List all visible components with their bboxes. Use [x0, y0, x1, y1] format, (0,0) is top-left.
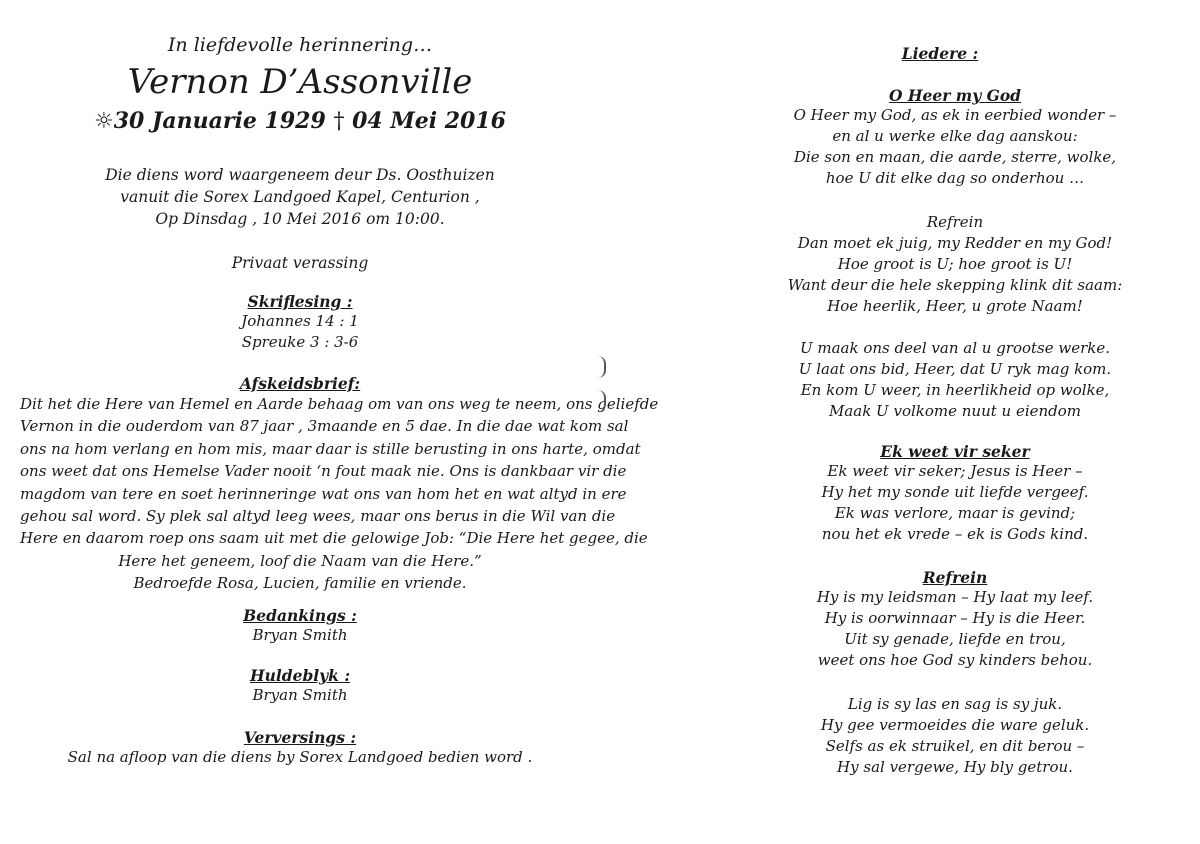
service-line: Op Dinsdag , 10 Mei 2016 om 10:00. [155, 210, 445, 228]
hymns-heading: Liedere : [901, 44, 979, 63]
birth-date: 30 Januarie 1929 [113, 108, 326, 134]
hymn-title: O Heer my God [888, 86, 1022, 105]
hymn-line: Hoe groot is U; hoe groot is U! [837, 255, 1073, 273]
hymn-line: en al u werke elke dag aanskou: [832, 127, 1078, 145]
thanks-section [100, 606, 500, 646]
hymn-refrain [740, 568, 1170, 671]
refreshments-text: Sal na afloop van die diens by Sorex Landgoed bedien word . [67, 748, 533, 766]
hymn-line: En kom U weer, in heerlikheid op wolke, [800, 381, 1110, 399]
hymn-line: Hy het my sonde uit liefde vergeef. [821, 483, 1089, 501]
hymn-line: Hoe heerlik, Heer, u grote Naam! [827, 297, 1083, 315]
life-dates [80, 108, 520, 134]
farewell-signature: Bedroefde Rosa, Lucien, familie en vriende. [133, 574, 467, 593]
refrain-label: Refrein [926, 213, 984, 231]
refreshments-section [40, 728, 560, 768]
hymn-line: Uit sy genade, liefde en trou, [844, 630, 1066, 648]
hymn-line: Hy sal vergewe, Hy bly getrou. [837, 758, 1073, 776]
hymn-line: weet ons hoe God sy kinders behou. [817, 651, 1093, 669]
refreshments-heading: Verversings : [243, 728, 357, 747]
right-page [600, 0, 1200, 844]
tribute-heading: Huldeblyk : [249, 666, 351, 685]
memorial-intro: In liefdevolle herinnering… [167, 34, 433, 56]
deceased-name: Vernon D’Assonville [127, 62, 473, 102]
farewell-line: Here het geneem, loof die Naam van die Here.” [118, 551, 482, 570]
hymn-line: Lig is sy las en sag is sy juk. [847, 695, 1063, 713]
death-date: 04 Mei 2016 [352, 108, 506, 134]
farewell-line: Vernon in die ouderdom van 87 jaar , 3maande en 5 dae. In die dae wat kom sal [20, 417, 629, 436]
hymn-line: Selfs as ek struikel, en dit berou – [825, 737, 1085, 755]
farewell-heading: Afskeidsbrief: [239, 374, 361, 393]
service-line: Die diens word waargeneem deur Ds. Oosthuizen [105, 166, 495, 184]
scripture-heading: Skriflesing : [247, 292, 353, 311]
hymn-line: U laat ons bid, Heer, dat U ryk mag kom. [798, 360, 1112, 378]
hymn-line: Maak U volkome nuut u eiendom [828, 402, 1082, 420]
birth-sun-icon: ☼ [94, 109, 114, 134]
hymn-line: U maak ons deel van al u grootse werke. [799, 339, 1111, 357]
refrain-heading: Refrein [922, 568, 988, 587]
hymn-refrain [740, 212, 1170, 317]
service-line: vanuit die Sorex Landgoed Kapel, Centurion , [120, 188, 480, 206]
death-cross-icon: † [333, 109, 345, 134]
scripture-line: Spreuke 3 : 3-6 [241, 333, 359, 351]
hymn-line: O Heer my God, as ek in eerbied wonder – [793, 106, 1117, 124]
hymn-verse [740, 694, 1170, 778]
hymn-line: Hy is my leidsman – Hy laat my leef. [816, 588, 1094, 606]
hymn-line: Hy is oorwinnaar – Hy is die Heer. [824, 609, 1086, 627]
farewell-line: ons na hom verlang en hom mis, maar daar is stille berusting in ons harte, omdat [20, 439, 641, 458]
service-details [60, 164, 540, 230]
scripture-line: Johannes 14 : 1 [241, 312, 359, 330]
hymn-ek-weet-vir-seker [740, 442, 1170, 545]
farewell-line: gehou sal word. Sy plek sal altyd leeg wees, maar ons berus in die Wil van die [20, 507, 616, 526]
farewell-letter-section [20, 374, 659, 595]
tribute-section [100, 666, 500, 706]
farewell-line: Here en daarom roep ons saam uit met die gelowige Job: “Die Here het gegee, die [20, 529, 648, 548]
scripture-section [100, 292, 500, 353]
farewell-line: ons weet dat ons Hemelse Vader nooit ‘n fout maak nie. Ons is dankbaar vir die [20, 462, 627, 481]
thanks-name: Bryan Smith [252, 626, 348, 644]
hymn-line: Hy gee vermoeides die ware geluk. [820, 716, 1090, 734]
hymn-line: Die son en maan, die aarde, sterre, wolke, [793, 148, 1117, 166]
hymn-line: hoe U dit elke dag so onderhou … [825, 169, 1085, 187]
private-cremation: Privaat verassing [231, 254, 369, 272]
thanks-heading: Bedankings : [243, 606, 357, 625]
tribute-name: Bryan Smith [252, 686, 348, 704]
farewell-line: magdom van tere en soet herinneringe wat ons van hom het en wat altyd in ere [20, 484, 627, 503]
hymn-title: Ek weet vir seker [880, 442, 1030, 461]
hymns-section [740, 44, 1140, 63]
hymn-line: Ek weet vir seker; Jesus is Heer – [827, 462, 1083, 480]
hymn-line: Ek was verlore, maar is gevind; [834, 504, 1076, 522]
hymn-verse [740, 338, 1170, 422]
hymn-o-heer-my-god [740, 86, 1170, 189]
hymn-line: Want deur die hele skepping klink dit saam: [787, 276, 1123, 294]
hymn-line: nou het ek vrede – ek is Gods kind. [821, 525, 1089, 543]
hymn-line: Dan moet ek juig, my Redder en my God! [797, 234, 1113, 252]
farewell-line: Dit het die Here van Hemel en Aarde behaag om van ons weg te neem, ons geliefde [20, 395, 659, 413]
